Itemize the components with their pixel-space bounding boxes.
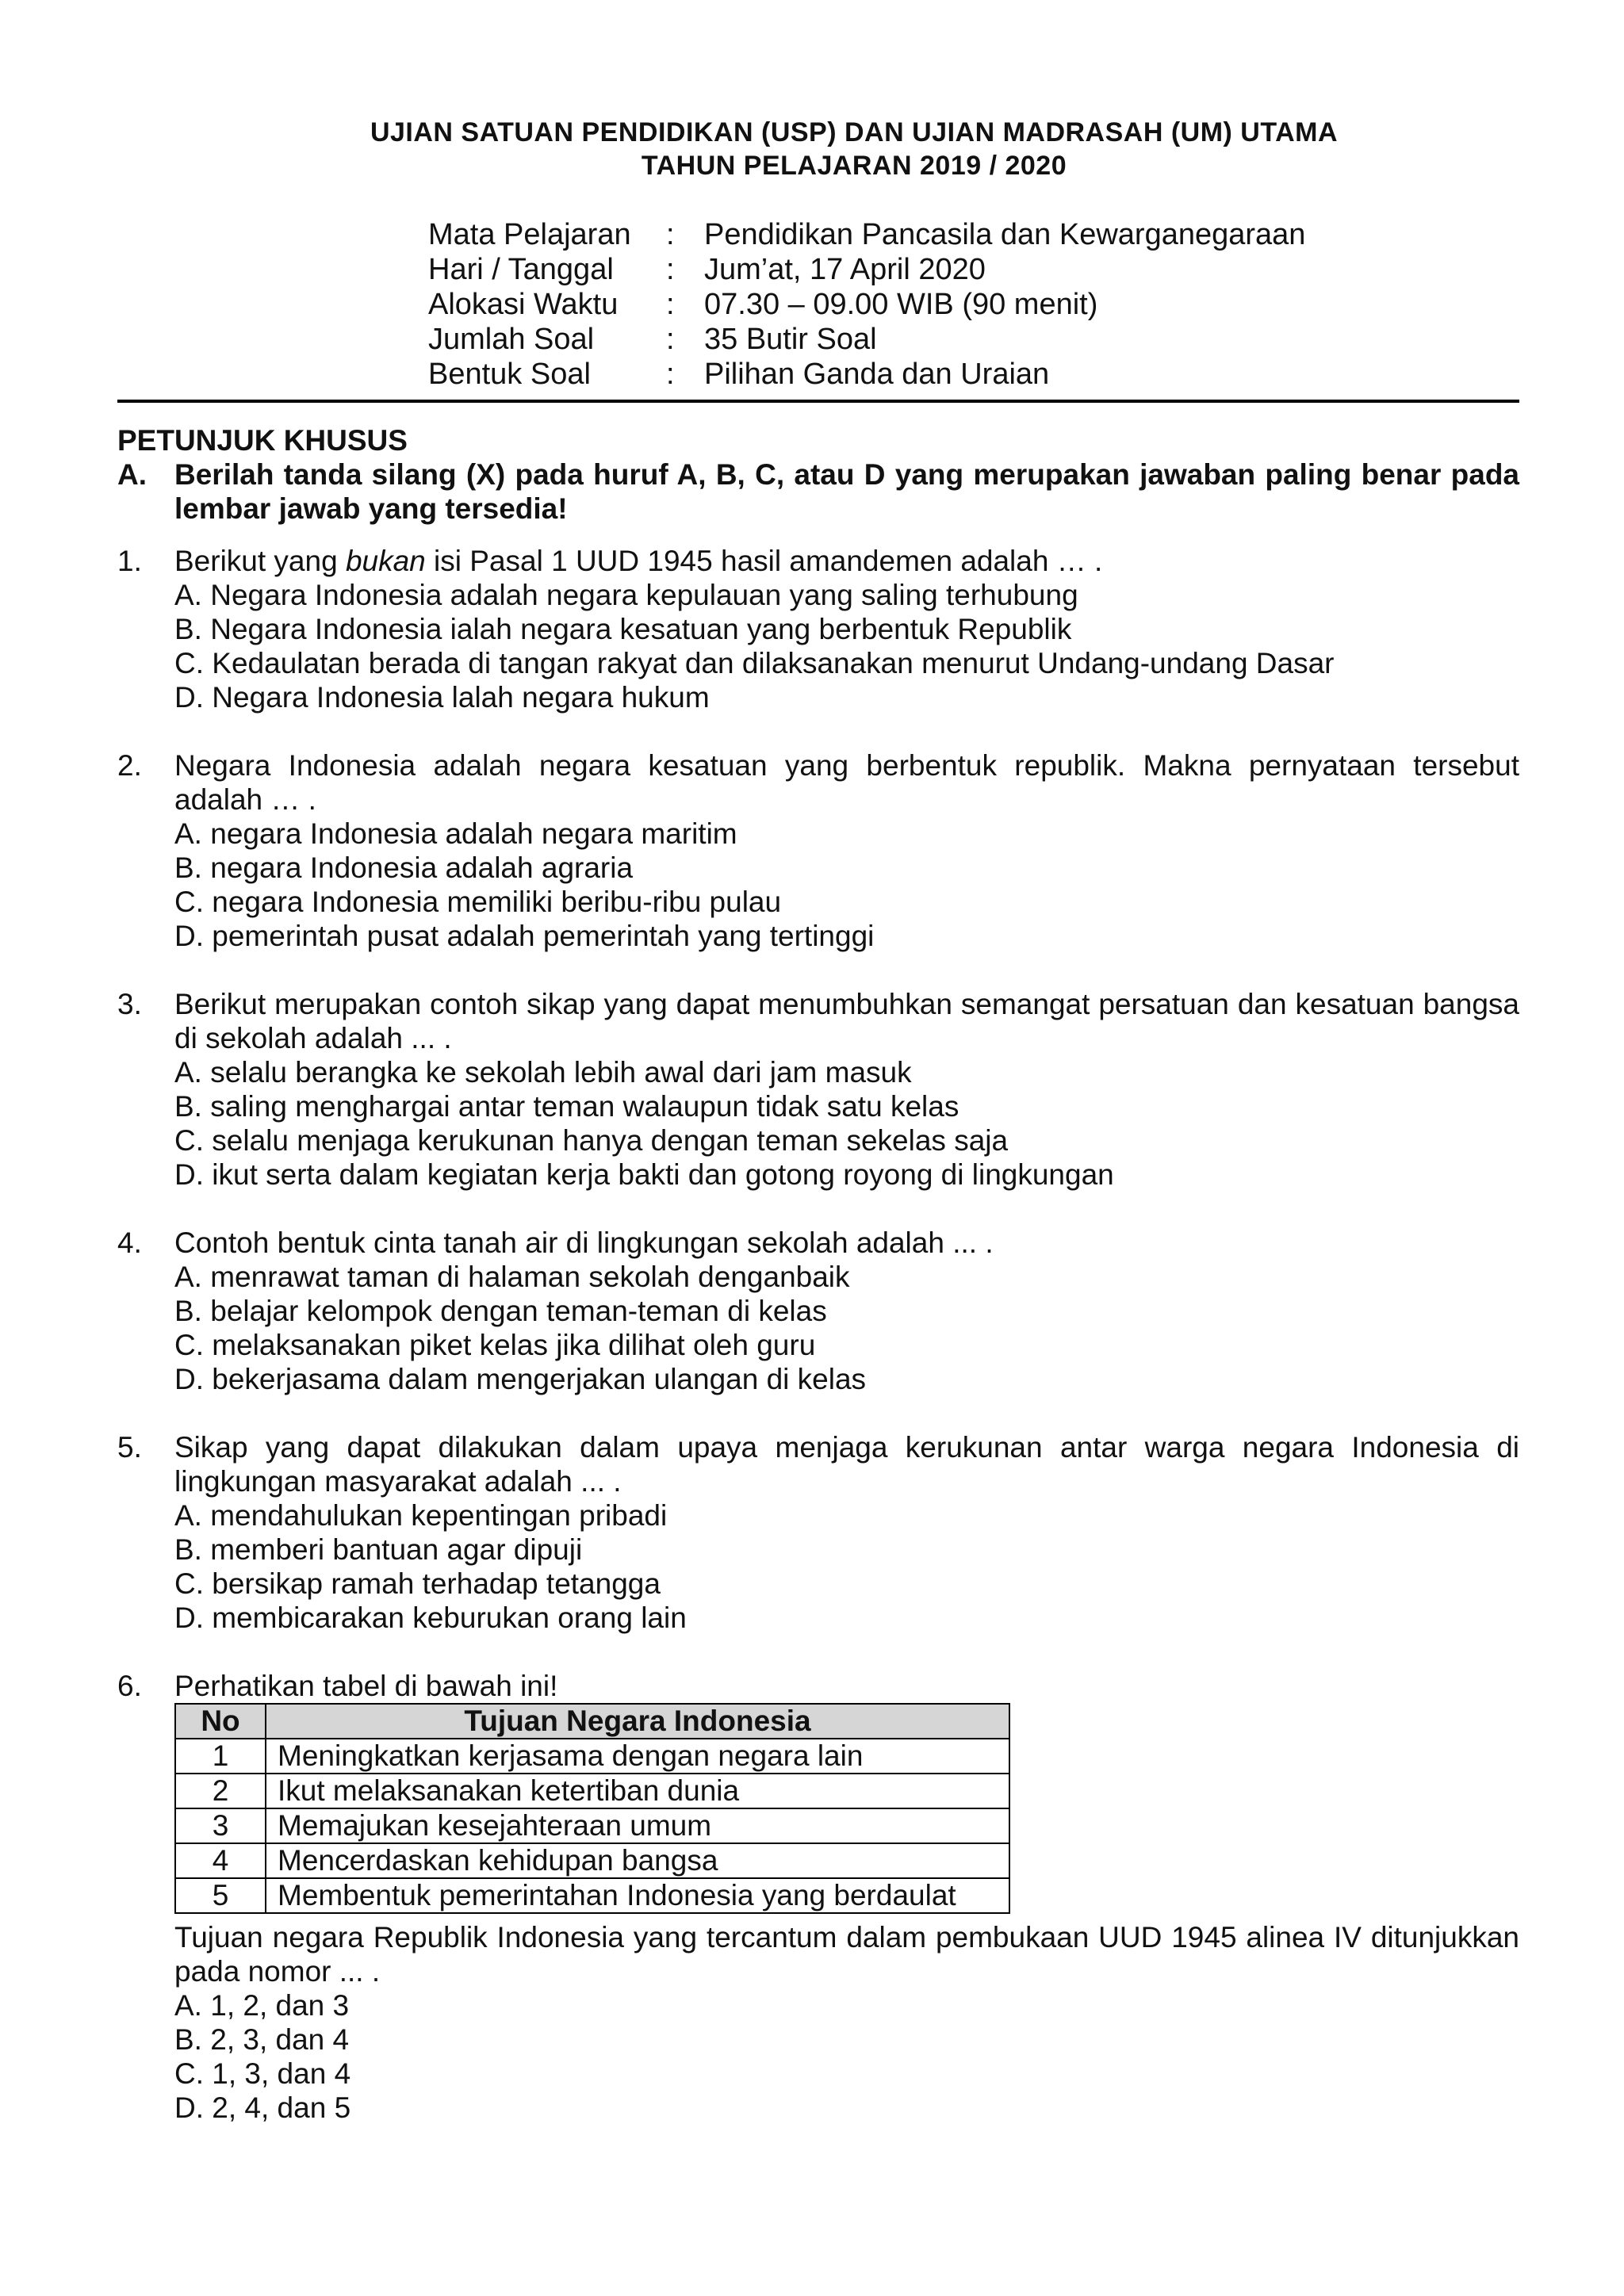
- info-value: Pilihan Ganda dan Uraian: [704, 358, 1050, 391]
- question-text-pre: Berikut yang: [174, 545, 346, 577]
- info-value: 07.30 – 09.00 WIB (90 menit): [704, 288, 1098, 321]
- question-text: Contoh bentuk cinta tanah air di lingkungan sekolah adalah ... .: [174, 1226, 994, 1259]
- option-c[interactable]: C. melaksanakan piket kelas jika dilihat oleh guru: [174, 1329, 816, 1361]
- info-colon: :: [666, 218, 675, 251]
- table-cell-no: 3: [175, 1808, 266, 1843]
- option-d[interactable]: D. membicarakan keburukan orang lain: [174, 1601, 687, 1634]
- question-text: Negara Indonesia adalah negara kesatuan yang berbentuk republik. Makna pernyataan tersebut adalah … .: [174, 749, 1519, 816]
- info-label: Alokasi Waktu: [428, 288, 619, 321]
- option-c[interactable]: C. selalu menjaga kerukunan hanya dengan teman sekelas saja: [174, 1124, 1009, 1157]
- title-line-2: TAHUN PELAJARAN 2019 / 2020: [641, 151, 1067, 181]
- question-text: Berikut merupakan contoh sikap yang dapat menumbuhkan semangat persatuan dan kesatuan bangsa di sekolah adalah ... .: [174, 988, 1519, 1054]
- info-label: Mata Pelajaran: [428, 218, 631, 251]
- question-3: [117, 987, 1519, 1192]
- table-row: [175, 1878, 1009, 1913]
- section-title: PETUNJUK KHUSUS: [117, 424, 408, 457]
- option-d[interactable]: D. pemerintah pusat adalah pemerintah yang tertinggi: [174, 920, 875, 952]
- instructions: [117, 423, 1519, 526]
- option-c[interactable]: C. negara Indonesia memiliki beribu-ribu pulau: [174, 886, 782, 918]
- option-c[interactable]: C. 1, 3, dan 4: [174, 2057, 351, 2090]
- instruction-a: [117, 457, 1519, 526]
- goals-table: [174, 1703, 1010, 1914]
- table-row: [175, 1808, 1009, 1843]
- info-value: Jum’at, 17 April 2020: [704, 253, 986, 286]
- info-value: 35 Butir Soal: [704, 323, 877, 356]
- option-b[interactable]: B. memberi bantuan agar dipuji: [174, 1533, 583, 1566]
- header-divider: [117, 400, 1519, 403]
- table-cell-goal: Meningkatkan kerjasama dengan negara lain: [266, 1739, 1009, 1774]
- info-label: Jumlah Soal: [428, 323, 595, 356]
- table-row: [175, 1843, 1009, 1878]
- option-b[interactable]: B. saling menghargai antar teman walaupun tidak satu kelas: [174, 1090, 959, 1123]
- question-text-post: isi Pasal 1 UUD 1945 hasil amandemen adalah … .: [425, 545, 1103, 577]
- table-cell-no: 5: [175, 1878, 266, 1913]
- table-cell-no: 2: [175, 1774, 266, 1808]
- question-body: [174, 1430, 1519, 1635]
- option-d[interactable]: D. Negara Indonesia lalah negara hukum: [174, 681, 710, 714]
- info-row-format: [428, 357, 1305, 392]
- question-body: [174, 1669, 1519, 2125]
- question-4: [117, 1226, 1519, 1396]
- info-row-time: [428, 287, 1305, 322]
- question-text: Sikap yang dapat dilakukan dalam upaya menjaga kerukunan antar warga negara Indonesia di lingkungan masyarakat adalah ... .: [174, 1431, 1519, 1498]
- table-cell-goal: Ikut melaksanakan ketertiban dunia: [266, 1774, 1009, 1808]
- info-colon: :: [666, 253, 675, 286]
- question-body: [174, 544, 1519, 714]
- option-a[interactable]: A. menrawat taman di halaman sekolah denganbaik: [174, 1261, 850, 1293]
- option-a[interactable]: A. Negara Indonesia adalah negara kepulauan yang saling terhubung: [174, 579, 1078, 611]
- question-number: 4.: [117, 1226, 142, 1259]
- option-a[interactable]: A. mendahulukan kepentingan pribadi: [174, 1499, 668, 1532]
- question-number: 5.: [117, 1431, 142, 1464]
- table-row: [175, 1739, 1009, 1774]
- option-a[interactable]: A. negara Indonesia adalah negara maritim: [174, 817, 737, 850]
- info-value: Pendidikan Pancasila dan Kewarganegaraan: [704, 218, 1306, 251]
- question-intro: Perhatikan tabel di bawah ini!: [174, 1670, 558, 1702]
- table-cell-goal: Mencerdaskan kehidupan bangsa: [266, 1843, 1009, 1878]
- info-row-date: [428, 252, 1305, 287]
- title-line-1: UJIAN SATUAN PENDIDIKAN (USP) DAN UJIAN MADRASAH (UM) UTAMA: [370, 117, 1339, 147]
- option-d[interactable]: D. ikut serta dalam kegiatan kerja bakti dan gotong royong di lingkungan: [174, 1158, 1114, 1191]
- option-d[interactable]: D. bekerjasama dalam mengerjakan ulangan di kelas: [174, 1363, 867, 1395]
- question-2: [117, 748, 1519, 953]
- question-list: [117, 544, 1519, 2159]
- question-body: [174, 1226, 1519, 1396]
- table-cell-goal: Memajukan kesejahteraan umum: [266, 1808, 1009, 1843]
- question-number: 6.: [117, 1670, 142, 1702]
- question-body: [174, 748, 1519, 953]
- table-header-no: No: [175, 1704, 266, 1739]
- exam-info: [428, 217, 1305, 392]
- table-row: [175, 1774, 1009, 1808]
- option-a[interactable]: A. 1, 2, dan 3: [174, 1989, 350, 2022]
- question-number: 1.: [117, 545, 142, 577]
- exam-title: [117, 116, 1519, 182]
- question-6: [117, 1669, 1519, 2125]
- question-text-emphasis: bukan: [345, 545, 426, 577]
- info-label: Hari / Tanggal: [428, 253, 614, 286]
- question-text: [174, 544, 1519, 578]
- info-colon: :: [666, 288, 675, 321]
- option-b[interactable]: B. Negara Indonesia ialah negara kesatuan yang berbentuk Republik: [174, 613, 1072, 645]
- table-cell-no: 4: [175, 1843, 266, 1878]
- option-b[interactable]: B. belajar kelompok dengan teman-teman di kelas: [174, 1295, 827, 1327]
- question-text: Tujuan negara Republik Indonesia yang tercantum dalam pembukaan UUD 1945 alinea IV ditunjukkan pada nomor ... .: [174, 1921, 1519, 1988]
- question-5: [117, 1430, 1519, 1635]
- option-a[interactable]: A. selalu berangka ke sekolah lebih awal dari jam masuk: [174, 1056, 912, 1089]
- option-b[interactable]: B. negara Indonesia adalah agraria: [174, 851, 634, 884]
- option-b[interactable]: B. 2, 3, dan 4: [174, 2023, 350, 2056]
- exam-page: [117, 116, 1519, 2124]
- info-label: Bentuk Soal: [428, 358, 591, 391]
- table-header-goal: Tujuan Negara Indonesia: [266, 1704, 1009, 1739]
- instruction-letter: A.: [117, 458, 147, 491]
- option-c[interactable]: C. bersikap ramah terhadap tetangga: [174, 1567, 661, 1600]
- option-c[interactable]: C. Kedaulatan berada di tangan rakyat dan dilaksanakan menurut Undang-undang Dasar: [174, 647, 1335, 679]
- question-1: [117, 544, 1519, 714]
- question-number: 2.: [117, 749, 142, 782]
- question-number: 3.: [117, 988, 142, 1020]
- instruction-text: Berilah tanda silang (X) pada huruf A, B, C, atau D yang merupakan jawaban paling benar pada lembar jawab yang tersedia!: [174, 458, 1519, 525]
- table-cell-no: 1: [175, 1739, 266, 1774]
- info-colon: :: [666, 323, 675, 356]
- option-d[interactable]: D. 2, 4, dan 5: [174, 2091, 351, 2124]
- info-row-count: [428, 322, 1305, 357]
- info-colon: :: [666, 358, 675, 391]
- table-cell-goal: Membentuk pemerintahan Indonesia yang berdaulat: [266, 1878, 1009, 1913]
- info-row-subject: [428, 217, 1305, 252]
- table-header-row: [175, 1704, 1009, 1739]
- question-body: [174, 987, 1519, 1192]
